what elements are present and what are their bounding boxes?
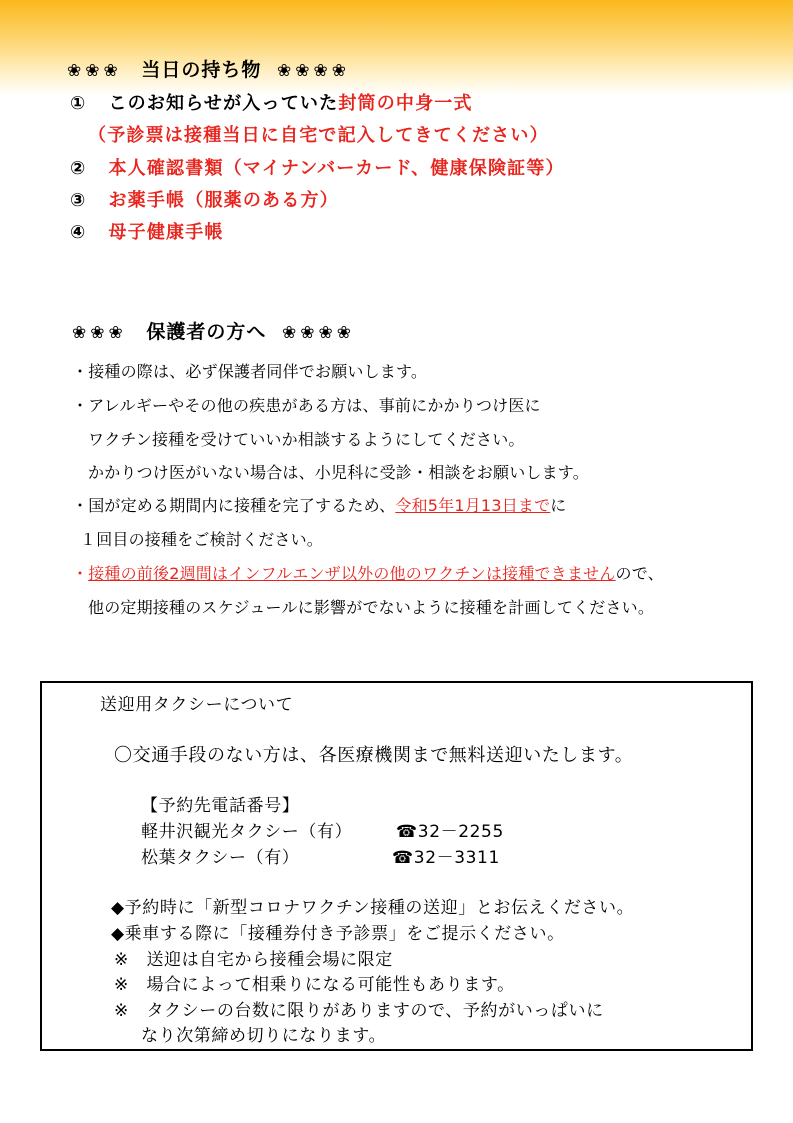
item-text: このお知らせが入っていた — [108, 93, 339, 114]
taxi-title: 送迎用タクシーについて — [100, 695, 294, 715]
guardian-line: 他の定期接種のスケジュールに影響がでないように接種を計画してください。 — [88, 598, 655, 617]
taxi-note: なり次第締め切りになります。 — [141, 1026, 387, 1046]
guardians-title: 保護者の方へ — [146, 321, 267, 343]
item-text: 母子健康手帳 — [108, 222, 224, 243]
item-highlight: 封筒の中身一式 — [338, 93, 473, 114]
taxi-notice: ◆予約時に「新型コロナワクチン接種の送迎」とお伝えください。 — [111, 898, 635, 918]
bullet: ・ — [72, 564, 89, 583]
guardian-line-deadline — [72, 493, 567, 516]
item-number: ④ — [70, 222, 87, 243]
guardian-line: かかりつけ医がいない場合は、小児科に受診・相談をお願いします。 — [88, 463, 589, 482]
deadline-date: 令和5年1月13日まで — [395, 496, 551, 515]
taxi-company-1: 軽井沢観光タクシー（有） — [141, 822, 353, 842]
flower-ornament-icon: ❀❀❀❀ — [277, 61, 350, 81]
flower-ornament-icon: ❀❀❀ — [67, 61, 122, 81]
taxi-phone-1 — [396, 817, 504, 842]
item-number: ② — [70, 158, 87, 179]
item-text: 本人確認書類（マイナンバーカード、健康保険証等） — [108, 158, 565, 179]
vaccine-interval-warning: 接種の前後2週間はインフルエンザ以外の他のワクチンは接種できません — [88, 564, 616, 583]
item-text: お薬手帳（服薬のある方） — [108, 190, 339, 211]
guardian-line: ワクチン接種を受けていいか相談するようにしてください。 — [88, 430, 525, 449]
taxi-phone-2 — [392, 843, 500, 868]
telephone-icon: ☎ — [392, 848, 414, 868]
taxi-notice: ◆乗車する際に「接種券付き予診票」をご提示ください。 — [111, 924, 565, 944]
guardians-heading — [72, 317, 355, 344]
guardian-line: ・接種の際は、必ず保護者同伴でお願いします。 — [72, 362, 428, 381]
text: ので、 — [615, 564, 664, 583]
item-number: ③ — [70, 190, 87, 211]
telephone-icon: ☎ — [396, 822, 418, 842]
taxi-note: ※ タクシーの台数に限りがありますので、予約がいっぱいに — [114, 1001, 604, 1021]
taxi-company-2: 松葉タクシー（有） — [141, 848, 300, 868]
item-number: ① — [70, 93, 87, 114]
belongings-item-2 — [70, 154, 565, 180]
text: ・国が定める期間内に接種を完了するため、 — [72, 496, 396, 515]
belongings-item-3 — [70, 186, 339, 212]
flower-ornament-icon: ❀❀❀ — [72, 323, 127, 343]
phone-number: 32－2255 — [417, 822, 504, 842]
belongings-item-1 — [70, 89, 473, 115]
taxi-note: ※ 場合によって相乗りになる可能性もあります。 — [114, 975, 515, 995]
belongings-heading — [67, 55, 350, 82]
flower-ornament-icon: ❀❀❀❀ — [282, 323, 355, 343]
guardian-line: ・アレルギーやその他の疾患がある方は、事前にかかりつけ医に — [72, 396, 541, 415]
guardian-line-warning — [72, 561, 664, 584]
belongings-item-1-note: （予診票は接種当日に自宅で記入してきてください） — [88, 125, 549, 146]
phone-number: 32－3311 — [413, 848, 500, 868]
taxi-intro: 〇交通手段のない方は、各医療機関まで無料送迎いたします。 — [114, 745, 634, 766]
belongings-title: 当日の持ち物 — [141, 59, 262, 81]
belongings-item-4 — [70, 218, 224, 244]
phone-header: 【予約先電話番号】 — [141, 796, 300, 816]
guardian-line: １回目の接種をご検討ください。 — [80, 530, 324, 549]
taxi-note: ※ 送迎は自宅から接種会場に限定 — [114, 950, 393, 970]
text: に — [550, 496, 567, 515]
